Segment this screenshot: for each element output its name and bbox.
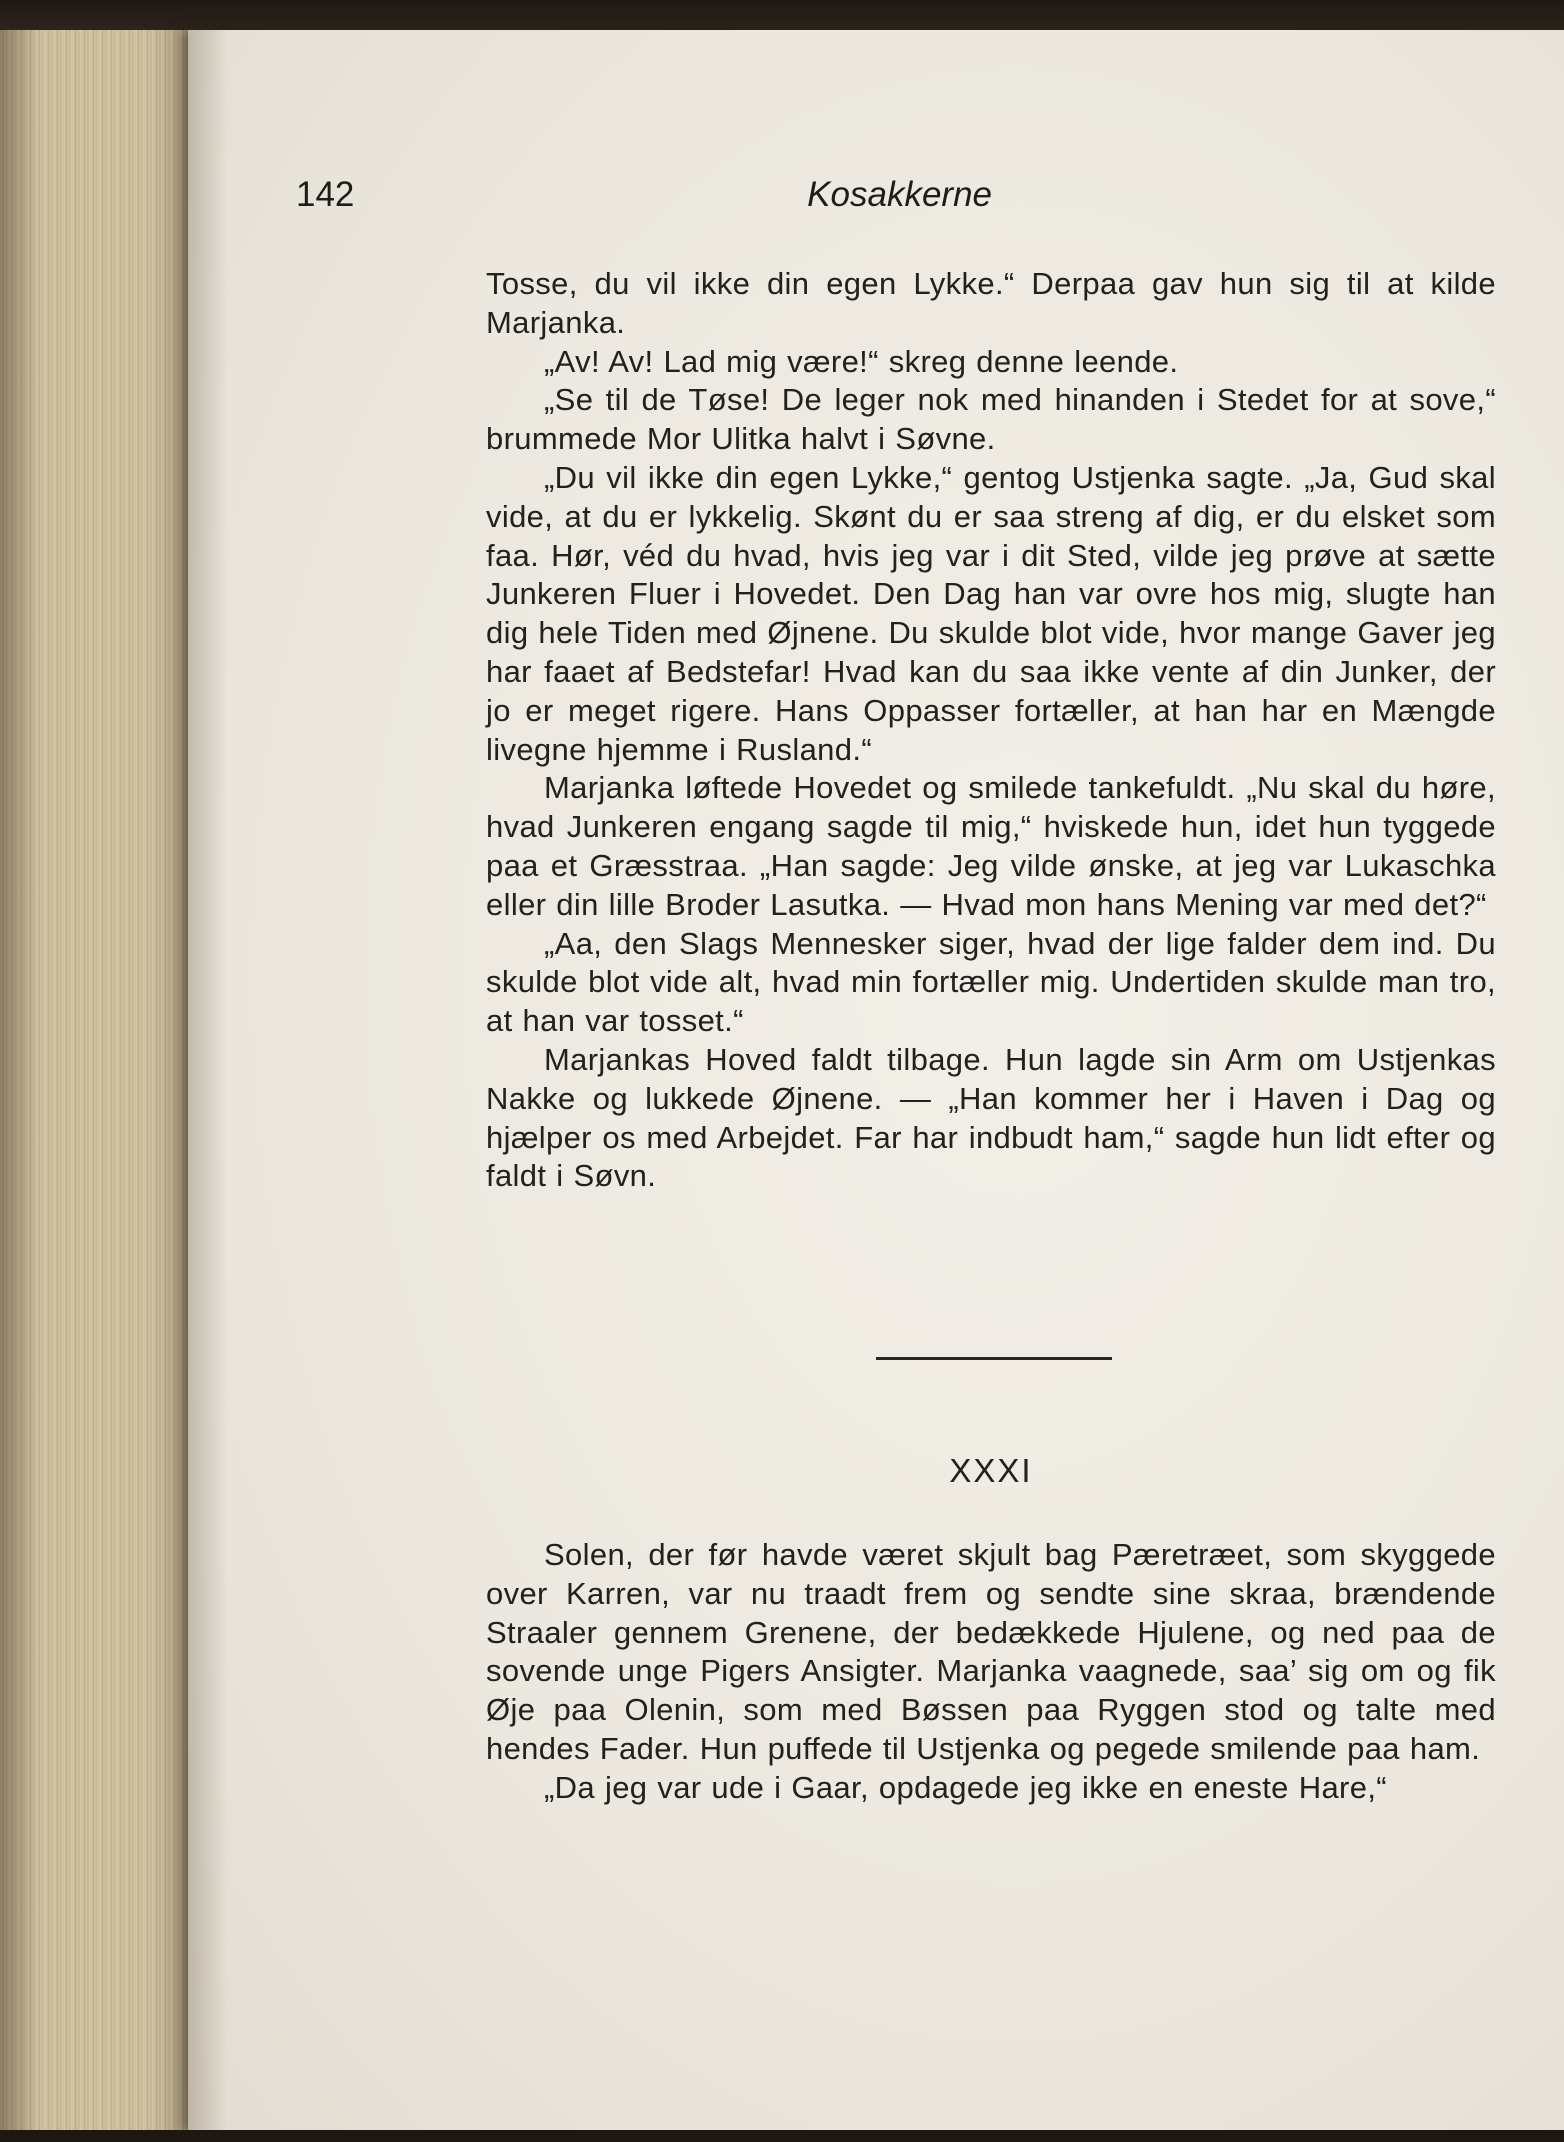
bottom-edge-shadow	[0, 2130, 1564, 2142]
paragraph: Marjankas Hoved faldt tilbage. Hun lagde sin Arm om Ustjenkas Nakke og lukkede Øjnene. — „Han kommer her i Haven i Dag og hjælper os med Arbejdet. Far har indbudt ham,“ sagde hun lidt efter og faldt i Søvn.	[486, 1041, 1496, 1194]
paragraph: „Se til de Tøse! De leger nok med hinanden i Stedet for at sove,“ brummede Mor Ulitka halvt i Søvne.	[486, 382, 1496, 457]
paragraph: „Du vil ikke din egen Lykke,“ gentog Ustjenka sagte. „Ja, Gud skal vide, at du er lykkelig. Skønt du er saa streng af dig, er du elsket som faa. Hør, véd du hvad, hvis jeg var i dit Sted, vilde jeg prøve at sætte Junkeren Fluer i Hovedet. Den Dag han var ovre hos mig, slugte han dig hele Tiden med Øjnene. Du skulde blot vide, hvor mange Gaver jeg har faaet af Bedstefar! Hvad kan du saa ikke vente af din Junker, der jo er meget rigere. Hans Oppasser fortæller, at han har en Mængde livegne hjemme i Rusland.“	[486, 459, 1496, 767]
chapter-heading: XXXI	[949, 1452, 1033, 1489]
section-divider-rule	[876, 1357, 1112, 1360]
paragraph: „Da jeg var ude i Gaar, opdagede jeg ikke en eneste Hare,“	[544, 1769, 1387, 1805]
page-number: 142	[296, 175, 355, 214]
running-head	[296, 175, 1496, 225]
text-block-before-chapter	[486, 265, 1496, 1196]
paragraph: Tosse, du vil ikke din egen Lykke.“ Derpaa gav hun sig til at kilde Marjanka.	[486, 266, 1496, 340]
page-edges	[0, 30, 200, 2140]
text-block-chapter-31	[486, 1536, 1496, 1808]
paragraph: „Aa, den Slags Mennesker siger, hvad der lige falder dem ind. Du skulde blot vide alt, hvad min fortæller mig. Undertiden skulde man tro, at han var tosset.“	[486, 925, 1496, 1039]
paragraph: „Av! Av! Lad mig være!“ skreg denne leende.	[544, 343, 1179, 379]
paragraph: Marjanka løftede Hovedet og smilede tankefuldt. „Nu skal du høre, hvad Junkeren engang sagde til mig,“ hviskede hun, idet hun tyggede paa et Græsstraa. „Han sagde: Jeg vilde ønske, at jeg var Lukaschka eller din lille Broder Lasutka. — Hvad mon hans Mening var med det?“	[486, 770, 1496, 922]
paragraph: Solen, der før havde været skjult bag Pæretræet, som skyggede over Karren, var nu traadt frem og sendte sine skraa, brændende Straaler gennem Grenene, der bedækkede Hjulene, og ned paa de sovende unge Pigers Ansigter. Marjanka vaagnede, saa’ sig om og fik Øje paa Olenin, som med Bøssen paa Ryggen stod og talte med hendes Fader. Hun puffede til Ustjenka og pegede smilende paa ham.	[486, 1537, 1496, 1766]
book-title: Kosakkerne	[807, 175, 992, 214]
